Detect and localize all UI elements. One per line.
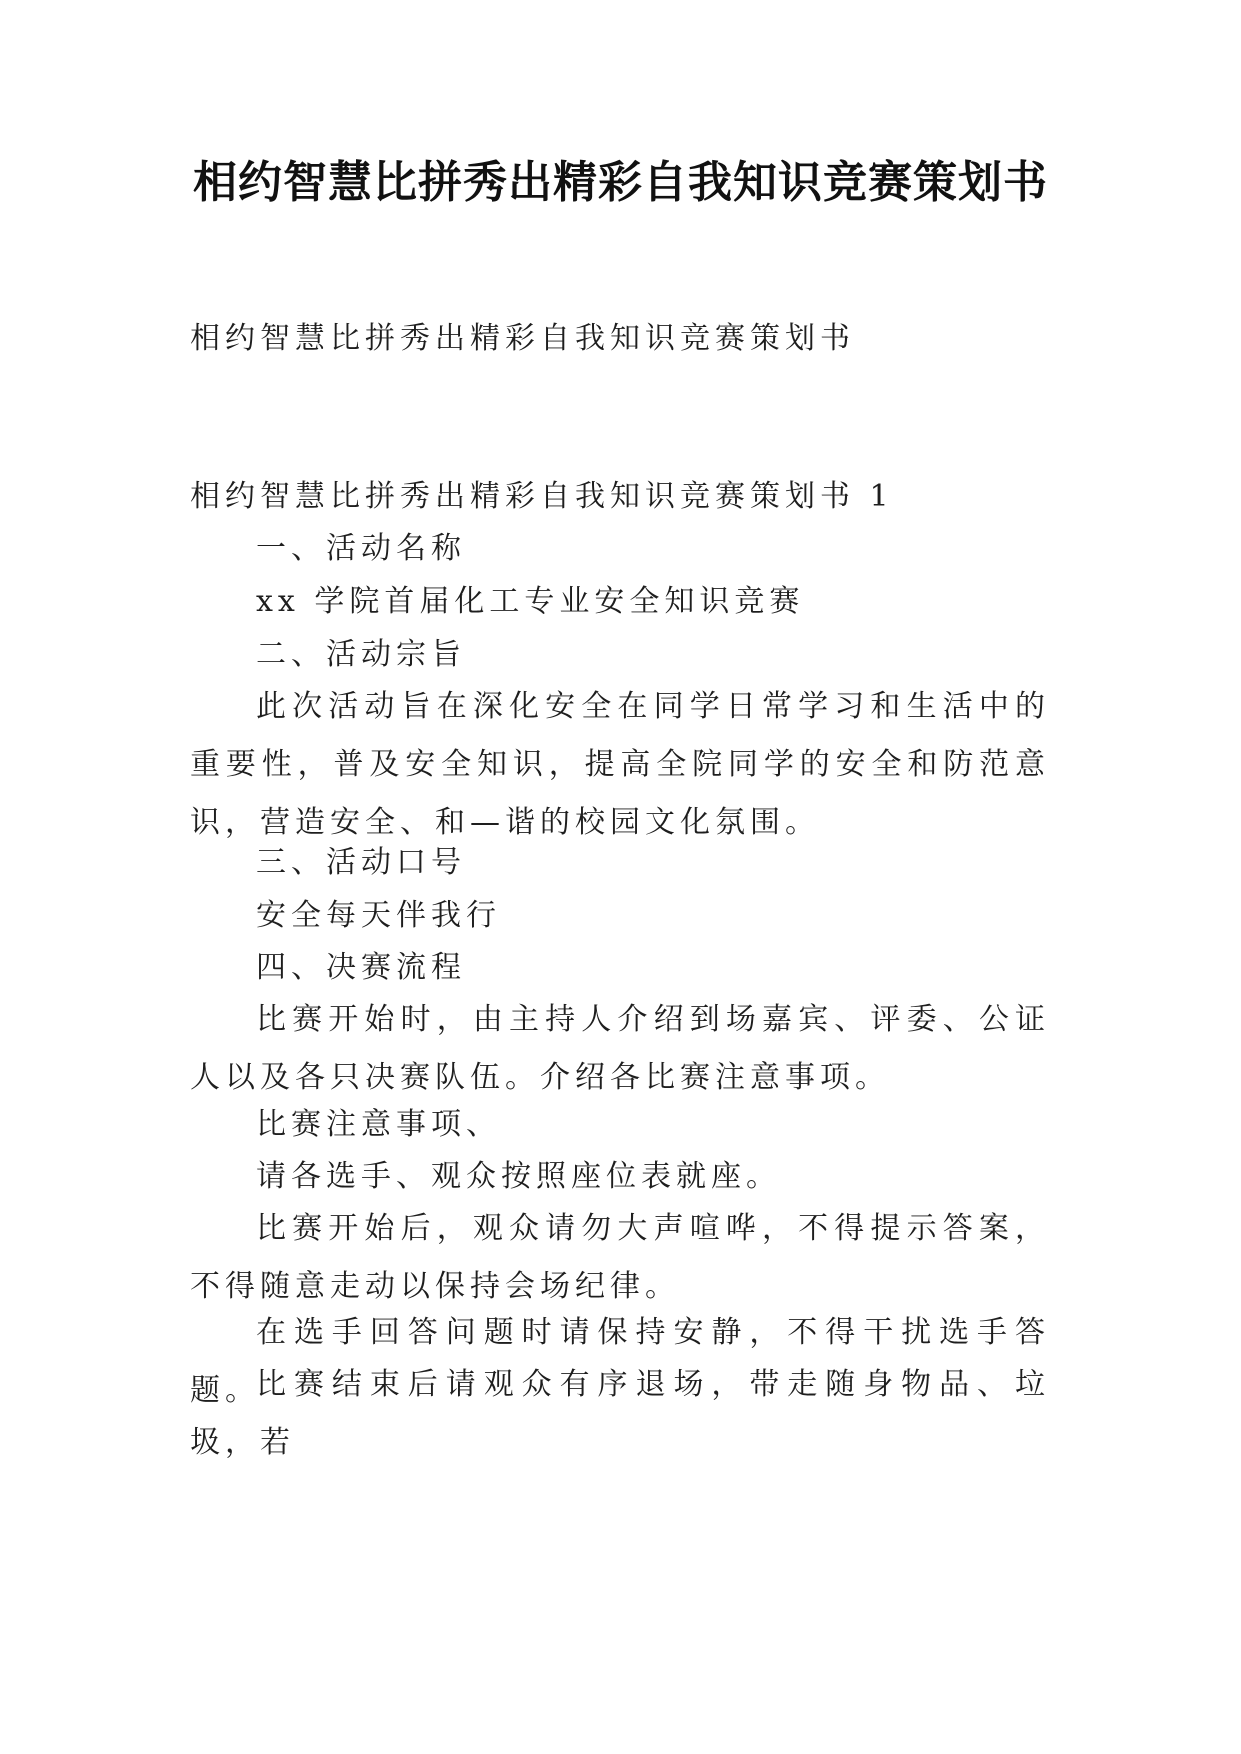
paragraph-seating: 请各选手、观众按照座位表就座。 xyxy=(256,1159,781,1194)
document-title: 相约智慧比拼秀出精彩自我知识竞赛策划书 xyxy=(193,157,1048,208)
paragraph-exit: 比赛结束后请观众有序退场，带走随身物品、垃圾，若 xyxy=(190,1367,1050,1460)
paragraph-final-process: 比赛开始时，由主持人介绍到场嘉宾、评委、公证人以及各只决赛队伍。介绍各比赛注意事项。 xyxy=(190,1002,1050,1095)
document-subtitle: 相约智慧比拼秀出精彩自我知识竞赛策划书 xyxy=(190,321,855,356)
heading-activity-name: 一、活动名称 xyxy=(256,531,466,566)
section-heading: 相约智慧比拼秀出精彩自我知识竞赛策划书 1 xyxy=(190,479,894,514)
heading-activity-purpose: 二、活动宗旨 xyxy=(256,637,466,672)
heading-activity-slogan: 三、活动口号 xyxy=(256,845,466,880)
paragraph-activity-purpose: 此次活动旨在深化安全在同学日常学习和生活中的重要性，普及安全知识，提高全院同学的安全和防范意识，营造安全、和—谐的校园文化氛围。 xyxy=(190,689,1050,840)
heading-final-process: 四、决赛流程 xyxy=(256,950,466,985)
paragraph-activity-name: xx 学院首届化工专业安全知识竞赛 xyxy=(256,584,805,619)
paragraph-activity-slogan: 安全每天伴我行 xyxy=(256,898,501,933)
paragraph-quiet: 在选手回答问题时请保持安静，不得干扰选手答题。 xyxy=(190,1315,1050,1408)
paragraph-discipline: 比赛开始后，观众请勿大声喧哗，不得提示答案，不得随意走动以保持会场纪律。 xyxy=(190,1211,1050,1304)
heading-notes: 比赛注意事项、 xyxy=(256,1107,501,1142)
